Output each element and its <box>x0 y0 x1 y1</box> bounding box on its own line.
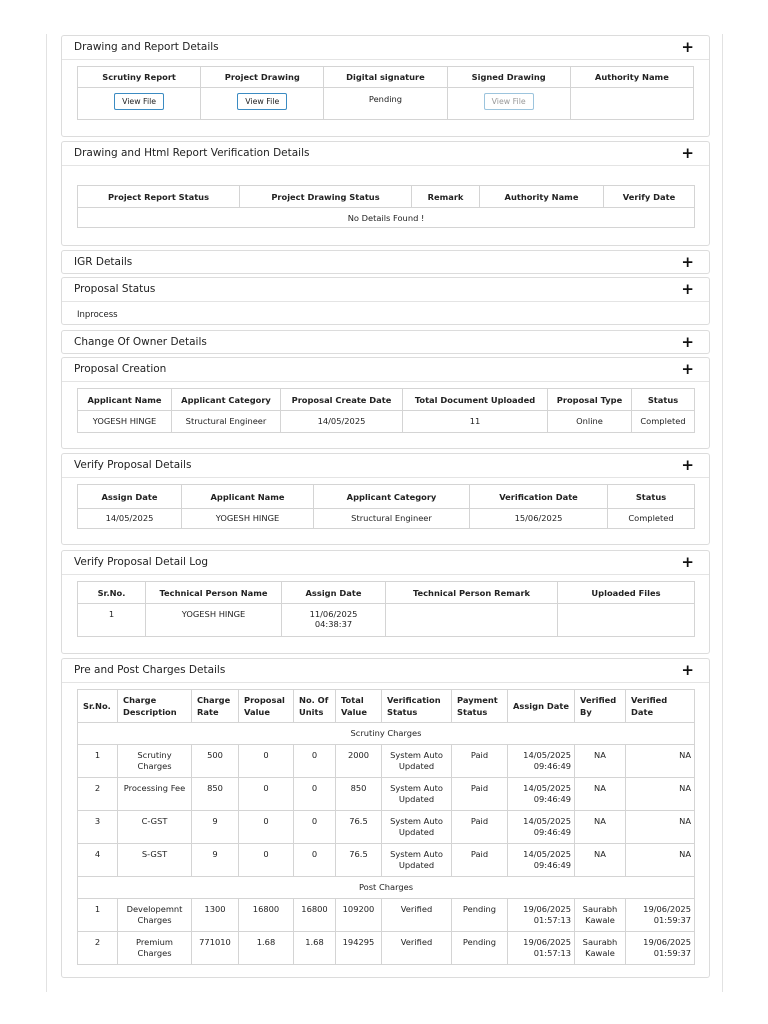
verify-proposal-title: Verify Proposal Details <box>74 459 192 471</box>
table-cell: 0 <box>239 811 294 844</box>
table-cell: Developemnt Charges <box>118 899 192 932</box>
table-header: Technical Person Name <box>146 582 282 604</box>
expand-plus-icon[interactable]: + <box>681 661 694 679</box>
table-header: Charge Rate <box>192 690 239 723</box>
table-cell: Completed <box>608 509 695 529</box>
table-header: Verified By <box>575 690 626 723</box>
table-cell: 0 <box>294 745 336 778</box>
table-header: Assign Date <box>282 582 386 604</box>
verify-proposal-panel <box>61 453 710 545</box>
table-row <box>78 509 695 529</box>
table-cell <box>558 604 695 637</box>
table-cell: 0 <box>294 844 336 877</box>
table-row <box>78 811 695 844</box>
table-cell: Paid <box>452 778 508 811</box>
change-owner-panel <box>61 330 710 354</box>
change-owner-title: Change Of Owner Details <box>74 336 207 348</box>
table-cell: Structural Engineer <box>314 509 470 529</box>
empty-message: No Details Found ! <box>78 208 695 228</box>
html-report-panel <box>61 141 710 246</box>
table-cell: Paid <box>452 844 508 877</box>
table-cell: 1300 <box>192 899 239 932</box>
table-cell: 1 <box>78 899 118 932</box>
proposal-creation-panel <box>61 357 710 449</box>
table-cell: Saurabh Kawale <box>575 932 626 965</box>
html-report-table <box>77 185 695 228</box>
table-cell: Paid <box>452 745 508 778</box>
table-row <box>78 411 695 433</box>
table-cell: 0 <box>239 745 294 778</box>
table-row <box>78 844 695 877</box>
table-cell: 19/06/2025 01:57:13 <box>508 932 575 965</box>
table-header: Project Report Status <box>78 186 240 208</box>
table-header: Uploaded Files <box>558 582 695 604</box>
verify-log-header[interactable] <box>62 551 709 575</box>
table-cell: 850 <box>336 778 382 811</box>
table-header: Applicant Category <box>172 389 281 411</box>
table-row <box>78 778 695 811</box>
table-cell: 1.68 <box>294 932 336 965</box>
table-header: Applicant Category <box>314 485 470 509</box>
table-cell: 500 <box>192 745 239 778</box>
expand-plus-icon[interactable]: + <box>681 456 694 474</box>
table-cell: NA <box>575 745 626 778</box>
table-cell: 76.5 <box>336 811 382 844</box>
igr-title: IGR Details <box>74 256 133 268</box>
table-cell <box>78 88 201 120</box>
expand-plus-icon[interactable]: + <box>681 280 694 298</box>
table-cell: 14/05/2025 09:46:49 <box>508 778 575 811</box>
table-cell: Verified <box>382 899 452 932</box>
view-scrutiny-report-button[interactable]: View File <box>114 93 164 110</box>
table-cell: Processing Fee <box>118 778 192 811</box>
table-cell: 0 <box>239 778 294 811</box>
table-cell: 9 <box>192 811 239 844</box>
proposal-creation-table <box>77 388 695 433</box>
table-cell: Saurabh Kawale <box>575 899 626 932</box>
table-cell: 850 <box>192 778 239 811</box>
table-cell: 1 <box>78 604 146 637</box>
table-cell: NA <box>626 778 695 811</box>
charges-table <box>77 689 695 965</box>
table-header: Assign Date <box>78 485 182 509</box>
table-cell: System Auto Updated <box>382 811 452 844</box>
html-report-title: Drawing and Html Report Verification Details <box>74 147 310 159</box>
charges-panel <box>61 658 710 978</box>
expand-plus-icon[interactable]: + <box>681 360 694 378</box>
igr-header[interactable] <box>62 251 709 275</box>
table-header: Total Document Uploaded <box>403 389 548 411</box>
table-header: Payment Status <box>452 690 508 723</box>
drawing-report-header[interactable] <box>62 36 709 60</box>
table-cell: Pending <box>452 932 508 965</box>
table-cell: System Auto Updated <box>382 745 452 778</box>
table-cell: C-GST <box>118 811 192 844</box>
table-cell: NA <box>575 811 626 844</box>
table-cell: 14/05/2025 <box>78 509 182 529</box>
table-cell: System Auto Updated <box>382 778 452 811</box>
table-header: Status <box>608 485 695 509</box>
table-cell: 14/05/2025 09:46:49 <box>508 844 575 877</box>
table-cell: NA <box>575 778 626 811</box>
charges-section-label: Post Charges <box>78 877 695 899</box>
drawing-report-title: Drawing and Report Details <box>74 41 219 53</box>
table-header: Applicant Name <box>78 389 172 411</box>
proposal-status-header[interactable] <box>62 278 709 302</box>
proposal-creation-header[interactable] <box>62 358 709 382</box>
table-cell: S-GST <box>118 844 192 877</box>
table-cell: Pending <box>452 899 508 932</box>
table-cell: NA <box>626 811 695 844</box>
table-cell: 16800 <box>239 899 294 932</box>
table-header: Proposal Value <box>239 690 294 723</box>
table-cell: Premium Charges <box>118 932 192 965</box>
table-cell <box>447 88 570 120</box>
table-header: Authority Name <box>570 67 693 88</box>
expand-plus-icon[interactable]: + <box>681 253 694 271</box>
table-header: Verification Date <box>470 485 608 509</box>
table-cell: Structural Engineer <box>172 411 281 433</box>
table-cell: 15/06/2025 <box>470 509 608 529</box>
table-header: Verified Date <box>626 690 695 723</box>
expand-plus-icon[interactable]: + <box>681 144 694 162</box>
view-signed-drawing-button[interactable]: View File <box>484 93 534 110</box>
table-cell: 76.5 <box>336 844 382 877</box>
table-cell: NA <box>626 745 695 778</box>
expand-plus-icon[interactable]: + <box>681 333 694 351</box>
table-header: Remark <box>412 186 480 208</box>
table-cell: 19/06/2025 01:59:37 <box>626 899 695 932</box>
table-header: Proposal Type <box>548 389 632 411</box>
table-header: Proposal Create Date <box>281 389 403 411</box>
table-header: Assign Date <box>508 690 575 723</box>
drawing-report-table <box>77 66 694 120</box>
table-cell: Paid <box>452 811 508 844</box>
proposal-creation-title: Proposal Creation <box>74 363 167 375</box>
table-cell: 109200 <box>336 899 382 932</box>
table-header: Charge Description <box>118 690 192 723</box>
verify-proposal-table <box>77 484 695 529</box>
table-header: Applicant Name <box>182 485 314 509</box>
table-cell: 14/05/2025 <box>281 411 403 433</box>
charges-section-label: Scrutiny Charges <box>78 723 695 745</box>
table-cell: 3 <box>78 811 118 844</box>
table-header: Status <box>632 389 695 411</box>
table-cell: 194295 <box>336 932 382 965</box>
table-row <box>78 745 695 778</box>
table-cell: 771010 <box>192 932 239 965</box>
table-cell: 19/06/2025 01:59:37 <box>626 932 695 965</box>
table-cell: 1 <box>78 745 118 778</box>
table-cell: 0 <box>294 778 336 811</box>
table-cell: 16800 <box>294 899 336 932</box>
table-header: Digital signature <box>324 67 447 88</box>
table-cell: YOGESH HINGE <box>146 604 282 637</box>
charges-title: Pre and Post Charges Details <box>74 664 226 676</box>
table-cell: 9 <box>192 844 239 877</box>
table-header: Sr.No. <box>78 582 146 604</box>
table-header: Sr.No. <box>78 690 118 723</box>
table-cell <box>201 88 324 120</box>
page-frame-right-border <box>722 34 723 992</box>
table-cell: 14/05/2025 09:46:49 <box>508 811 575 844</box>
table-cell: 19/06/2025 01:57:13 <box>508 899 575 932</box>
table-cell: NA <box>575 844 626 877</box>
verify-log-panel <box>61 550 710 654</box>
table-cell: NA <box>626 844 695 877</box>
html-report-header[interactable] <box>62 142 709 166</box>
table-cell: Pending <box>324 88 447 120</box>
table-cell: 2000 <box>336 745 382 778</box>
igr-panel <box>61 250 710 274</box>
table-header: Scrutiny Report <box>78 67 201 88</box>
table-header: Technical Person Remark <box>386 582 558 604</box>
charges-header[interactable] <box>62 659 709 683</box>
table-cell: 1.68 <box>239 932 294 965</box>
proposal-status-value: Inprocess <box>77 310 118 320</box>
proposal-status-title: Proposal Status <box>74 283 156 295</box>
table-header: Project Drawing Status <box>240 186 412 208</box>
table-header: Verification Status <box>382 690 452 723</box>
table-cell: 14/05/2025 09:46:49 <box>508 745 575 778</box>
table-cell: Online <box>548 411 632 433</box>
change-owner-header[interactable] <box>62 331 709 355</box>
expand-plus-icon[interactable]: + <box>681 553 694 571</box>
table-cell: Completed <box>632 411 695 433</box>
table-row <box>78 899 695 932</box>
table-cell: 2 <box>78 932 118 965</box>
table-row <box>78 932 695 965</box>
verify-proposal-header[interactable] <box>62 454 709 478</box>
table-cell: System Auto Updated <box>382 844 452 877</box>
view-project-drawing-button[interactable]: View File <box>237 93 287 110</box>
table-header: Signed Drawing <box>447 67 570 88</box>
table-header: Total Value <box>336 690 382 723</box>
table-cell: Scrutiny Charges <box>118 745 192 778</box>
table-cell: YOGESH HINGE <box>78 411 172 433</box>
table-cell: 11/06/2025 04:38:37 <box>282 604 386 637</box>
table-cell: YOGESH HINGE <box>182 509 314 529</box>
table-cell <box>570 88 693 120</box>
table-cell: 11 <box>403 411 548 433</box>
table-cell: 2 <box>78 778 118 811</box>
table-cell: 4 <box>78 844 118 877</box>
table-cell: 0 <box>239 844 294 877</box>
table-row <box>78 604 695 637</box>
table-header: Authority Name <box>480 186 604 208</box>
drawing-report-panel <box>61 35 710 137</box>
proposal-status-panel <box>61 277 710 325</box>
verify-log-title: Verify Proposal Detail Log <box>74 556 209 568</box>
table-cell <box>386 604 558 637</box>
table-cell: 0 <box>294 811 336 844</box>
expand-plus-icon[interactable]: + <box>681 38 694 56</box>
verify-log-table <box>77 581 695 637</box>
table-header: Verify Date <box>604 186 695 208</box>
table-header: No. Of Units <box>294 690 336 723</box>
table-header: Project Drawing <box>201 67 324 88</box>
page-frame-left-border <box>46 34 47 992</box>
table-cell: Verified <box>382 932 452 965</box>
